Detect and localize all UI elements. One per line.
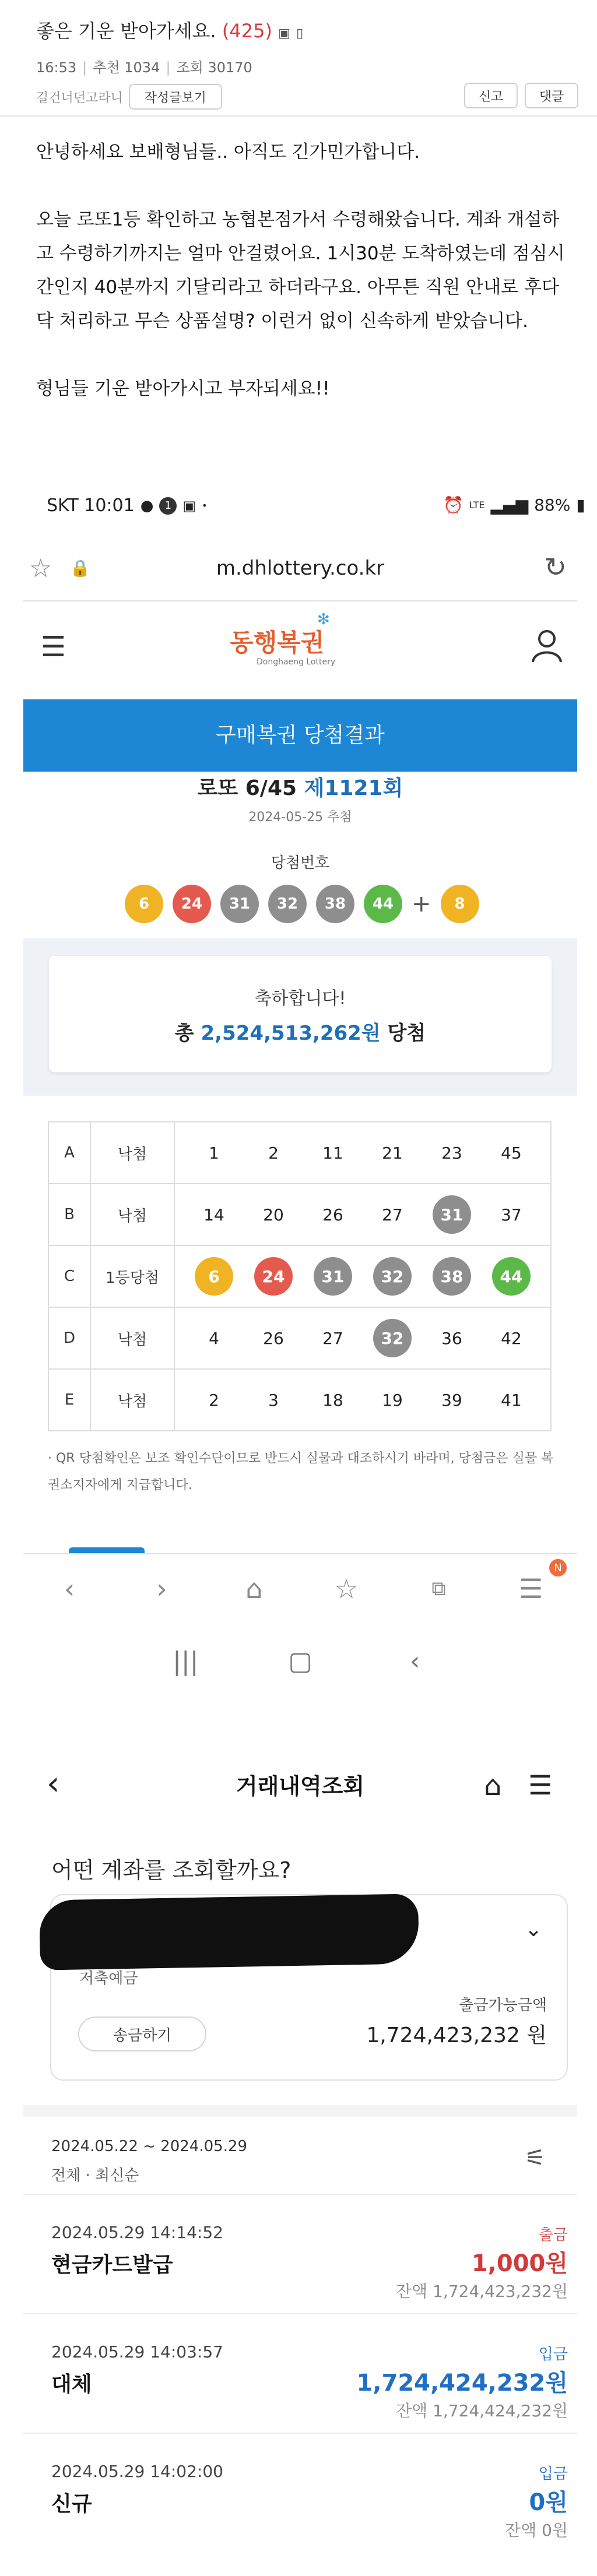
winning-ball: 24 [173,885,211,923]
ticket-row [48,1369,551,1431]
bonus-ball: 8 [441,885,479,923]
post-title-text: 좋은 기운 받아가세요. [36,20,216,42]
ticket-rank: 1등당첨 [90,1245,174,1307]
ticket-number: 37 [501,1205,522,1224]
post-body [36,135,567,439]
transaction-balance: 잔액 1,724,423,232원 [396,2282,568,2301]
page-title: 거래내역조회 [236,1773,365,1799]
ticket-letter: D [48,1307,90,1369]
ticket-number: 19 [382,1390,403,1410]
winning-numbers [125,885,479,923]
ticket-number: 27 [322,1328,343,1348]
logo-mark-icon: ✻ [317,611,330,628]
ticket-numbers [174,1307,551,1369]
post-paragraph: 안녕하세요 보배형님들.. 아직도 긴가민가합니다. [36,142,420,163]
ticket-number: 3 [268,1390,279,1410]
ticket-letter: E [48,1369,90,1431]
system-nav-bar [23,1626,577,1696]
ticket-number: 1 [209,1143,219,1163]
divider [23,2433,577,2434]
dot-icon: • [202,500,208,511]
total-suffix: 당첨 [387,1022,426,1045]
account-type: 저축예금 [79,1970,138,1987]
home-button-icon[interactable]: ▢ [288,1646,312,1676]
ticket-number: 41 [501,1390,522,1410]
ticket-table [48,1121,552,1431]
new-badge: N [549,1559,567,1576]
user-icon[interactable] [531,628,563,663]
ticket-number: 42 [501,1328,522,1348]
status-bar-left [47,495,208,516]
transaction-amount: 1,724,424,232원 [356,2370,568,2396]
back-button-icon[interactable]: ‹ [409,1646,420,1676]
ticket-number: 38 [433,1257,471,1296]
image-attached-icon: ▣ [278,26,290,41]
send-money-button[interactable]: 송금하기 [78,2017,206,2051]
winning-ball: 6 [125,885,163,923]
transaction-balance: 잔액 1,724,424,232원 [396,2401,568,2420]
ticket-number: 31 [433,1195,471,1234]
notification-count-badge: 1 [159,497,177,515]
menu-icon[interactable]: ☰ [519,1573,543,1604]
signal-icon: ▂▄▆ [490,495,529,515]
congrats-text: 축하합니다! [254,988,346,1009]
ticket-number: 6 [195,1257,233,1296]
mobile-icon: ▯ [296,26,304,41]
forward-icon[interactable]: › [156,1573,167,1604]
message-icon: ● [140,497,154,515]
lock-icon: 🔒 [70,558,90,578]
post-paragraph: 오늘 로또1등 확인하고 농협본점가서 수령해왔습니다. 계좌 개설하고 수령하기까지는 얼마 안걸렸어요. 1시30분 도착하였는데 점심시간인지 40분까지 기달리라고 하더라구요. 아무튼 직원 안내로 후다닥 처리하고 무슨 상품설명? 이런거 없이 신속하게 받았습니다. [36,209,565,332]
ticket-row [48,1307,551,1369]
ticket-rank: 낙첨 [90,1122,174,1184]
logo-subtitle: Donghaeng Lottery [257,657,336,667]
transaction-name: 신규 [51,2492,92,2516]
recent-apps-icon[interactable]: ||| [173,1646,199,1676]
ticket-row [48,1122,551,1184]
draw-date: 2024-05-25 추첨 [248,810,352,825]
gallery-icon: ▣ [182,497,196,514]
bookmark-star-icon[interactable]: ☆ [29,554,52,583]
winning-ball: 44 [364,885,402,923]
back-icon[interactable]: ‹ [47,1765,60,1803]
logo-text: 동행복권 [230,628,325,657]
ticket-number: 26 [322,1205,343,1224]
ticket-letter: A [48,1122,90,1184]
available-label: 출금가능금액 [459,1997,547,2014]
game-name: 로또 6/45 [197,776,297,800]
total-amount: 2,524,513,262원 [201,1022,381,1045]
transaction-balance: 잔액 0원 [505,2521,568,2540]
transaction-datetime: 2024.05.29 14:03:57 [51,2342,223,2362]
battery-icon: ▮ [576,495,585,515]
ticket-number: 32 [373,1257,412,1296]
divider [0,115,597,117]
browser-nav-bar [23,1553,577,1623]
ticket-number: 4 [209,1328,219,1348]
browser-url-bar[interactable] [23,536,577,600]
transaction-amount: 0원 [529,2489,568,2516]
ticket-numbers [174,1245,551,1307]
filter-settings-icon[interactable]: ⚟ [525,2145,546,2172]
ticket-number: 23 [441,1143,462,1163]
url-text[interactable]: m.dhlottery.co.kr [216,557,385,580]
post-paragraph: 형님들 기운 받아가시고 부자되세요!! [36,378,330,399]
transaction-type: 입금 [538,2346,568,2363]
ticket-letter: C [48,1245,90,1307]
qr-notice: · QR 당첨확인은 보조 확인수단이므로 반드시 실물과 대조하시기 바라며, 당첨금은 실물 복권소지자에게 지급합니다. [48,1451,554,1493]
ticket-number: 31 [314,1257,352,1296]
battery-level: 88% [534,495,571,515]
plus-sign: + [412,891,431,917]
total-prize [49,1017,552,1046]
transaction-amount: 1,000원 [471,2250,568,2277]
carrier-time: SKT 10:01 [47,495,135,516]
reply-button[interactable]: 댓글 [525,83,578,108]
ticket-row [48,1245,551,1307]
ticket-numbers [174,1122,551,1184]
lottery-logo[interactable] [230,611,330,659]
ticket-number: 44 [492,1257,531,1296]
transaction-type: 입금 [538,2465,568,2483]
ticket-row [48,1184,551,1245]
back-icon[interactable]: ‹ [64,1573,75,1604]
tab-indicator [69,1547,145,1553]
menu-icon[interactable]: ☰ [528,1769,553,1801]
ticket-number: 2 [209,1390,219,1410]
view-author-posts-button[interactable]: 작성글보기 [129,84,222,110]
ticket-number: 32 [373,1319,412,1357]
home-icon[interactable]: ⌂ [245,1573,263,1604]
ticket-number: 14 [203,1205,224,1224]
redacted-account-number [39,1894,419,1970]
round-title [23,772,577,801]
menu-icon[interactable]: ☰ [41,631,66,663]
alarm-icon: ⏰ [443,495,463,515]
recommend-count: 추천 1034 [93,59,160,76]
transaction-datetime: 2024.05.29 14:02:00 [51,2462,223,2481]
ticket-number: 20 [263,1205,284,1224]
filter-summary: 전체 · 최신순 [51,2167,139,2184]
ticket-rank: 낙첨 [90,1184,174,1245]
transaction-name: 대체 [51,2373,92,2396]
page-heading-bar: 구매복권 당첨결과 [23,699,577,772]
ticket-number: 21 [382,1143,403,1163]
transaction-datetime: 2024.05.29 14:14:52 [51,2223,223,2242]
available-amount: 1,724,423,232 원 [366,2024,547,2047]
post-author-row [36,84,222,110]
ticket-number: 11 [322,1143,343,1163]
author-name[interactable]: 길건너던고라니 [36,90,123,105]
section-separator [23,2105,577,2117]
post-time: 16:53 [36,59,77,76]
divider [23,2313,577,2314]
congrats-card [49,956,552,1072]
search-period: 2024.05.22 ~ 2024.05.29 [51,2138,248,2155]
status-bar-right [443,495,585,515]
tabs-icon[interactable]: ⧉ [431,1577,446,1600]
transaction-name: 현금카드발급 [51,2253,173,2277]
ticket-letter: B [48,1184,90,1245]
network-label: LTE [469,499,485,511]
ticket-number: 39 [441,1390,462,1410]
ticket-rank: 낙첨 [90,1369,174,1431]
ticket-numbers [174,1184,551,1245]
ticket-number: 24 [254,1257,293,1296]
total-prefix: 총 [174,1022,194,1045]
post-title [36,16,303,43]
ticket-number: 26 [263,1328,284,1348]
winning-ball: 31 [220,885,259,923]
ticket-rank: 낙첨 [90,1307,174,1369]
ticket-number: 27 [382,1205,403,1224]
view-count: 조회 30170 [176,59,252,76]
winning-ball: 38 [316,885,354,923]
chevron-down-icon[interactable]: ⌄ [525,1917,543,1941]
comment-count[interactable]: (425) [222,20,272,42]
post-meta: 16:53 | 추천 1034 | 조회 30170 [36,59,252,76]
home-icon[interactable]: ⌂ [484,1769,502,1802]
round-number: 제1121회 [304,776,403,800]
transaction-type: 출금 [538,2226,568,2244]
ticket-number: 2 [268,1143,279,1163]
winning-ball: 32 [268,885,307,923]
bookmarks-icon[interactable]: ☆ [334,1573,359,1604]
ticket-numbers [174,1369,551,1431]
report-button[interactable]: 신고 [464,83,518,108]
winning-numbers-label: 당첨번호 [271,854,330,872]
ticket-number: 36 [441,1328,462,1348]
ticket-number: 45 [501,1143,522,1163]
account-question: 어떤 계좌를 조회할까요? [51,1857,292,1883]
reload-icon[interactable]: ↻ [544,551,567,583]
divider [23,2194,577,2195]
ticket-number: 18 [322,1390,343,1410]
